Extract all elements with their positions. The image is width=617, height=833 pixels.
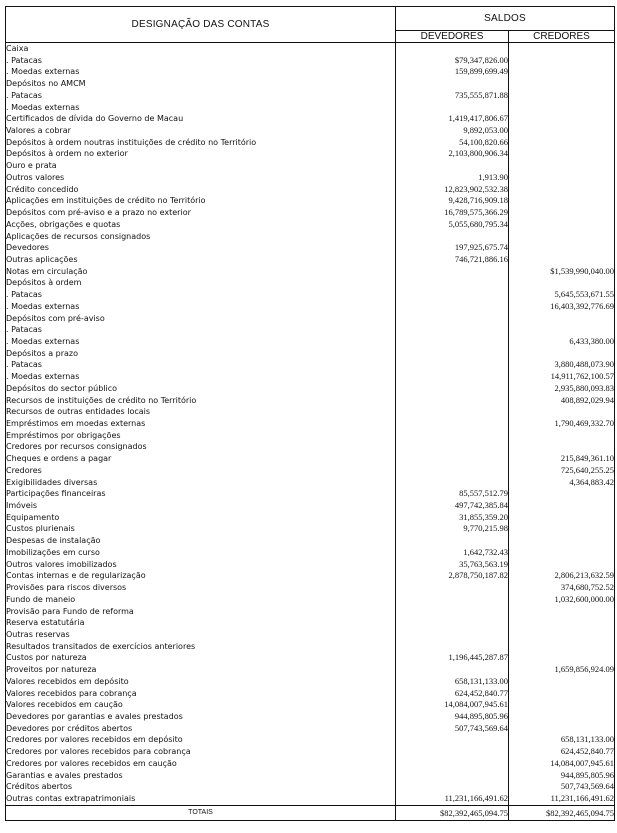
account-row [6, 371, 615, 383]
account-name: . Moedas externas [6, 66, 396, 78]
devedores-value [396, 781, 509, 793]
devedores-value [396, 336, 509, 348]
devedores-value [396, 102, 509, 114]
account-name: Equipamento [6, 512, 396, 524]
account-name: Depósitos à ordem no exterior [6, 148, 396, 160]
devedores-value [396, 734, 509, 746]
account-name: Caixa [6, 43, 396, 55]
devedores-value: 735,555,871.88 [396, 90, 509, 102]
account-row [6, 793, 615, 805]
account-name: Credores por recursos consignados [6, 441, 396, 453]
account-name: Aplicações em instituições de crédito no Território [6, 195, 396, 207]
devedores-value: 9,770,215.98 [396, 523, 509, 535]
account-row [6, 734, 615, 746]
account-name: Exigibilidades diversas [6, 477, 396, 489]
account-row [6, 301, 615, 313]
account-row [6, 313, 615, 325]
account-row [6, 500, 615, 512]
devedores-value: 35,763,563.19 [396, 559, 509, 571]
account-row [6, 289, 615, 301]
devedores-value: 11,231,166,491.62 [396, 793, 509, 805]
account-name: Contas internas e de regularização [6, 570, 396, 582]
devedores-value: 1,642,732.43 [396, 547, 509, 559]
account-row [6, 113, 615, 125]
account-name: Devedores [6, 242, 396, 254]
devedores-value: 2,878,750,187.82 [396, 570, 509, 582]
header-designation: DESIGNAÇÃO DAS CONTAS [6, 7, 396, 43]
account-row [6, 254, 615, 266]
credores-value: 5,645,553,671.55 [509, 289, 615, 301]
credores-value: 725,640,255.25 [509, 465, 615, 477]
credores-value [509, 66, 615, 78]
account-name: Depósitos à ordem [6, 277, 396, 289]
account-name: Imobilizações em curso [6, 547, 396, 559]
header-saldos: SALDOS [396, 7, 615, 31]
account-row [6, 418, 615, 430]
credores-value: 944,895,805.96 [509, 770, 615, 782]
credores-value [509, 617, 615, 629]
devedores-value: 9,892,053.00 [396, 125, 509, 137]
account-name: Recursos de outras entidades locais [6, 406, 396, 418]
devedores-value: 16,789,575,366.29 [396, 207, 509, 219]
credores-value [509, 195, 615, 207]
credores-value [509, 90, 615, 102]
credores-value: 374,680,752.52 [509, 582, 615, 594]
devedores-value [396, 594, 509, 606]
devedores-value [396, 465, 509, 477]
account-row [6, 594, 615, 606]
credores-value [509, 277, 615, 289]
credores-value [509, 699, 615, 711]
account-name: Recursos de instituições de crédito no Território [6, 395, 396, 407]
credores-value: 1,659,856,924.09 [509, 664, 615, 676]
account-row [6, 55, 615, 67]
credores-value [509, 219, 615, 231]
devedores-value [396, 746, 509, 758]
account-row [6, 441, 615, 453]
credores-value [509, 488, 615, 500]
account-name: Depósitos no AMCM [6, 78, 396, 90]
account-row [6, 195, 615, 207]
account-name: Credores por valores recebidos em depósito [6, 734, 396, 746]
credores-value: 408,892,029.94 [509, 395, 615, 407]
devedores-value: 944,895,805.96 [396, 711, 509, 723]
account-row [6, 137, 615, 149]
devedores-value: $79,347,826.00 [396, 55, 509, 67]
credores-value [509, 430, 615, 442]
account-row [6, 781, 615, 793]
devedores-value [396, 266, 509, 278]
devedores-value [396, 289, 509, 301]
account-name: Credores por valores recebidos para cobrança [6, 746, 396, 758]
account-name: Outras aplicações [6, 254, 396, 266]
credores-value [509, 125, 615, 137]
account-name: Provisão para Fundo de reforma [6, 606, 396, 618]
devedores-value: 197,925,675.74 [396, 242, 509, 254]
account-name: Custos por natureza [6, 652, 396, 664]
credores-value [509, 523, 615, 535]
credores-value [509, 348, 615, 360]
account-row [6, 770, 615, 782]
account-name: Depósitos do sector público [6, 383, 396, 395]
account-name: Notas em circulação [6, 266, 396, 278]
credores-value: 14,911,762,100.57 [509, 371, 615, 383]
devedores-value [396, 277, 509, 289]
credores-value [509, 711, 615, 723]
account-name: Credores por valores recebidos em caução [6, 758, 396, 770]
credores-value [509, 172, 615, 184]
credores-value [509, 242, 615, 254]
account-row [6, 758, 615, 770]
account-row [6, 172, 615, 184]
account-name: Outros valores [6, 172, 396, 184]
account-name: Proveitos por natureza [6, 664, 396, 676]
credores-value: 658,131,133.00 [509, 734, 615, 746]
account-name: Acções, obrigações e quotas [6, 219, 396, 231]
credores-value [509, 137, 615, 149]
account-row [6, 219, 615, 231]
account-name: Empréstimos em moedas externas [6, 418, 396, 430]
devedores-value [396, 582, 509, 594]
credores-value [509, 606, 615, 618]
account-name: Fundo de maneio [6, 594, 396, 606]
account-row [6, 125, 615, 137]
devedores-value: 658,131,133.00 [396, 676, 509, 688]
account-row [6, 617, 615, 629]
account-row [6, 641, 615, 653]
credores-value [509, 652, 615, 664]
credores-value: 2,935,880,093.83 [509, 383, 615, 395]
account-name: . Patacas [6, 55, 396, 67]
account-row [6, 488, 615, 500]
devedores-value: 1,196,445,287.87 [396, 652, 509, 664]
devedores-value [396, 406, 509, 418]
devedores-value: 1,913.90 [396, 172, 509, 184]
account-name: Garantias e avales prestados [6, 770, 396, 782]
account-row [6, 266, 615, 278]
devedores-value [396, 43, 509, 55]
totals-devedores: $82,392,465,094.75 [396, 805, 509, 820]
devedores-value [396, 160, 509, 172]
credores-value [509, 254, 615, 266]
devedores-value: 1,419,417,806.67 [396, 113, 509, 125]
account-name: Valores recebidos em caução [6, 699, 396, 711]
account-name: Outras reservas [6, 629, 396, 641]
credores-value: 14,084,007,945.61 [509, 758, 615, 770]
devedores-value: 624,452,840.77 [396, 688, 509, 700]
account-name: Imóveis [6, 500, 396, 512]
account-row [6, 148, 615, 160]
account-row [6, 359, 615, 371]
account-name: Devedores por créditos abertos [6, 723, 396, 735]
devedores-value: 746,721,886.16 [396, 254, 509, 266]
credores-value [509, 512, 615, 524]
devedores-value [396, 441, 509, 453]
account-row [6, 547, 615, 559]
devedores-value [396, 664, 509, 676]
account-name: Aplicações de recursos consignados [6, 231, 396, 243]
credores-value: 3,880,488,073.90 [509, 359, 615, 371]
credores-value: 507,743,569.64 [509, 781, 615, 793]
account-row [6, 676, 615, 688]
account-name: . Moedas externas [6, 301, 396, 313]
account-row [6, 160, 615, 172]
accounts-table-body [6, 43, 615, 806]
account-row [6, 746, 615, 758]
devedores-value [396, 348, 509, 360]
credores-value [509, 676, 615, 688]
devedores-value [396, 383, 509, 395]
account-name: Valores recebidos em depósito [6, 676, 396, 688]
credores-value [509, 688, 615, 700]
credores-value [509, 500, 615, 512]
devedores-value: 14,084,007,945.61 [396, 699, 509, 711]
account-name: Créditos abertos [6, 781, 396, 793]
credores-value: 16,403,392,776.69 [509, 301, 615, 313]
account-row [6, 688, 615, 700]
devedores-value [396, 758, 509, 770]
account-name: Depósitos com pré-aviso e a prazo no exterior [6, 207, 396, 219]
credores-value [509, 113, 615, 125]
account-row [6, 606, 615, 618]
devedores-value [396, 617, 509, 629]
devedores-value: 85,557,512.79 [396, 488, 509, 500]
account-row [6, 395, 615, 407]
credores-value: 4,364,883.42 [509, 477, 615, 489]
credores-value [509, 231, 615, 243]
devedores-value [396, 477, 509, 489]
account-name: Despesas de instalação [6, 535, 396, 547]
account-name: Depósitos à ordem noutras instituições de crédito no Território [6, 137, 396, 149]
account-row [6, 242, 615, 254]
devedores-value: 5,055,680,795.34 [396, 219, 509, 231]
credores-value: $1,539,990,040.00 [509, 266, 615, 278]
devedores-value [396, 395, 509, 407]
credores-value [509, 43, 615, 55]
devedores-value [396, 641, 509, 653]
credores-value: 624,452,840.77 [509, 746, 615, 758]
account-name: Valores recebidos para cobrança [6, 688, 396, 700]
credores-value [509, 406, 615, 418]
devedores-value [396, 629, 509, 641]
account-name: . Patacas [6, 359, 396, 371]
account-name: Participações financeiras [6, 488, 396, 500]
credores-value [509, 78, 615, 90]
account-row [6, 383, 615, 395]
account-row [6, 570, 615, 582]
account-name: Empréstimos por obrigações [6, 430, 396, 442]
account-row [6, 102, 615, 114]
account-name: . Moedas externas [6, 336, 396, 348]
account-name: Credores [6, 465, 396, 477]
devedores-value: 9,428,716,909.18 [396, 195, 509, 207]
credores-value [509, 629, 615, 641]
account-row [6, 348, 615, 360]
account-row [6, 453, 615, 465]
account-name: . Patacas [6, 324, 396, 336]
devedores-value [396, 324, 509, 336]
account-name: Certificados de dívida do Governo de Macau [6, 113, 396, 125]
credores-value: 2,806,213,632.59 [509, 570, 615, 582]
totals-credores: $82,392,465,094.75 [509, 805, 615, 820]
devedores-value: 31,855,359.20 [396, 512, 509, 524]
account-name: Custos plurienais [6, 523, 396, 535]
account-row [6, 324, 615, 336]
account-row [6, 277, 615, 289]
account-row [6, 699, 615, 711]
account-name: Outros valores imobilizados [6, 559, 396, 571]
account-name: Depósitos com pré-aviso [6, 313, 396, 325]
account-row [6, 523, 615, 535]
credores-value [509, 184, 615, 196]
account-row [6, 207, 615, 219]
credores-value [509, 641, 615, 653]
account-row [6, 430, 615, 442]
devedores-value [396, 231, 509, 243]
account-row [6, 652, 615, 664]
account-row [6, 535, 615, 547]
account-name: Devedores por garantias e avales prestados [6, 711, 396, 723]
devedores-value [396, 770, 509, 782]
devedores-value [396, 301, 509, 313]
account-row [6, 184, 615, 196]
credores-value: 1,790,469,332.70 [509, 418, 615, 430]
devedores-value [396, 430, 509, 442]
credores-value [509, 102, 615, 114]
account-row [6, 711, 615, 723]
account-row [6, 90, 615, 102]
credores-value [509, 313, 615, 325]
account-row [6, 43, 615, 55]
account-name: . Moedas externas [6, 102, 396, 114]
credores-value [509, 723, 615, 735]
credores-value: 215,849,361.10 [509, 453, 615, 465]
credores-value [509, 207, 615, 219]
totals-row [6, 805, 615, 820]
credores-value [509, 148, 615, 160]
account-name: Ouro e prata [6, 160, 396, 172]
account-row [6, 629, 615, 641]
devedores-value [396, 371, 509, 383]
header-credores: CREDORES [509, 31, 615, 43]
devedores-value [396, 359, 509, 371]
account-name: Resultados transitados de exercícios anteriores [6, 641, 396, 653]
header-devedores: DEVEDORES [396, 31, 509, 43]
account-row [6, 78, 615, 90]
devedores-value [396, 535, 509, 547]
credores-value [509, 441, 615, 453]
credores-value: 11,231,166,491.62 [509, 793, 615, 805]
devedores-value [396, 606, 509, 618]
account-row [6, 723, 615, 735]
credores-value [509, 535, 615, 547]
account-row [6, 406, 615, 418]
credores-value: 6,433,380.00 [509, 336, 615, 348]
credores-value [509, 559, 615, 571]
credores-value: 1,032,600,000.00 [509, 594, 615, 606]
account-row [6, 664, 615, 676]
devedores-value [396, 78, 509, 90]
account-name: Depósitos a prazo [6, 348, 396, 360]
account-name: Cheques e ordens a pagar [6, 453, 396, 465]
account-name: . Moedas externas [6, 371, 396, 383]
account-name: Crédito concedido [6, 184, 396, 196]
devedores-value [396, 453, 509, 465]
devedores-value [396, 313, 509, 325]
devedores-value: 507,743,569.64 [396, 723, 509, 735]
account-name: . Patacas [6, 289, 396, 301]
account-row [6, 231, 615, 243]
devedores-value: 497,742,385.84 [396, 500, 509, 512]
credores-value [509, 324, 615, 336]
devedores-value: 159,899,699.49 [396, 66, 509, 78]
account-row [6, 465, 615, 477]
account-row [6, 512, 615, 524]
credores-value [509, 55, 615, 67]
account-row [6, 559, 615, 571]
credores-value [509, 547, 615, 559]
devedores-value: 2,103,800,906.34 [396, 148, 509, 160]
credores-value [509, 160, 615, 172]
accounts-table [5, 6, 615, 821]
devedores-value: 54,100,820.66 [396, 137, 509, 149]
account-row [6, 336, 615, 348]
account-name: . Patacas [6, 90, 396, 102]
account-row [6, 477, 615, 489]
account-name: Outras contas extrapatrimoniais [6, 793, 396, 805]
account-name: Reserva estatutária [6, 617, 396, 629]
account-name: Valores a cobrar [6, 125, 396, 137]
account-row [6, 66, 615, 78]
totals-label: TOTAIS [6, 805, 396, 820]
devedores-value [396, 418, 509, 430]
account-name: Provisões para riscos diversos [6, 582, 396, 594]
devedores-value: 12,823,902,532.38 [396, 184, 509, 196]
account-row [6, 582, 615, 594]
